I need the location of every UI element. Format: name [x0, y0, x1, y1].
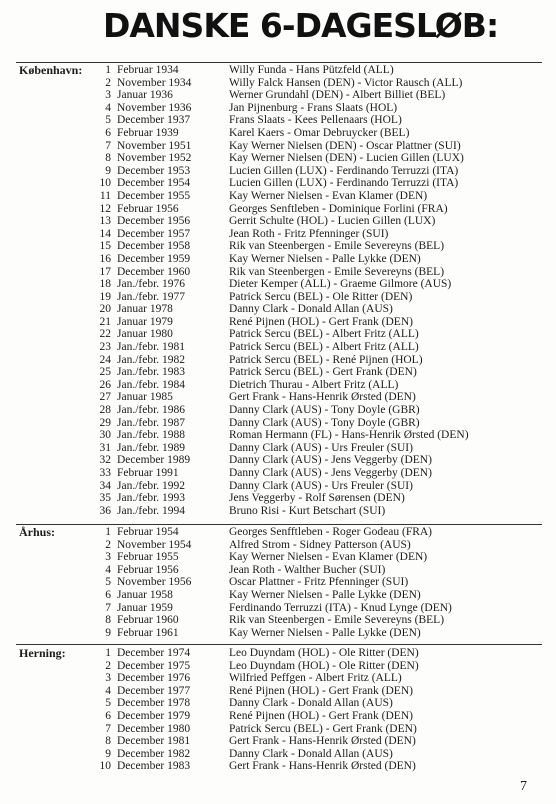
- race-date: Februar 1939: [117, 126, 179, 139]
- section-divider: [16, 644, 542, 645]
- race-number: 5: [105, 697, 111, 710]
- race-number: 8: [105, 614, 111, 627]
- race-pair: Patrick Sercu (BEL) - René Pijnen (HOL): [229, 353, 423, 366]
- race-number: 7: [105, 601, 111, 614]
- race-number: 5: [105, 114, 111, 127]
- race-row: [0, 697, 556, 710]
- race-number: 3: [105, 89, 111, 102]
- race-number: 16: [99, 252, 111, 265]
- race-row: [0, 685, 556, 698]
- race-pair: Danny Clark (AUS) - Jens Veggerby (DEN): [229, 467, 432, 479]
- race-pair: Gert Frank - Hans-Henrik Ørsted (DEN): [229, 391, 416, 404]
- race-pair: Alfred Strom - Sidney Patterson (AUS): [229, 538, 411, 551]
- race-number: 19: [99, 290, 111, 303]
- race-pair: Gert Frank - Hans-Henrik Ørsted (DEN): [229, 760, 416, 773]
- race-date: November 1934: [117, 76, 192, 89]
- race-row: [0, 492, 556, 505]
- race-row: [0, 316, 556, 329]
- race-pair: Kay Werner Nielsen (DEN) - Oscar Plattner (SUI): [229, 139, 461, 152]
- race-number: 26: [99, 378, 111, 391]
- race-date: Februar 1955: [117, 551, 179, 564]
- race-date: December 1937: [117, 114, 191, 127]
- race-date: Jan./febr. 1989: [117, 441, 186, 454]
- race-row: [0, 152, 556, 165]
- race-pair: Willy Falck Hansen (DEN) - Victor Rausch (ALL): [229, 76, 463, 89]
- page-number: 7: [520, 779, 527, 794]
- race-pair: Willy Funda - Hans Pützfeld (ALL): [229, 64, 394, 76]
- section-divider: [16, 524, 542, 525]
- race-date: December 1979: [117, 709, 191, 722]
- race-pair: Danny Clark - Donald Allan (AUS): [229, 303, 393, 316]
- race-date: Jan./febr. 1986: [117, 404, 186, 417]
- race-pair: Patrick Sercu (BEL) - Ole Ritter (DEN): [229, 290, 413, 303]
- race-row: [0, 454, 556, 467]
- race-number: 32: [99, 454, 111, 467]
- race-date: Januar 1985: [117, 391, 173, 404]
- race-row: [0, 647, 556, 660]
- race-row: [0, 505, 556, 518]
- race-number: 2: [105, 538, 111, 551]
- race-date: Jan./febr. 1983: [117, 366, 186, 379]
- race-pair: Danny Clark (AUS) - Tony Doyle (GBR): [229, 404, 420, 417]
- race-number: 3: [105, 672, 111, 685]
- race-date: Februar 1960: [117, 614, 179, 627]
- race-number: 29: [99, 416, 111, 429]
- race-row: [0, 417, 556, 430]
- race-date: Jan./febr. 1987: [117, 416, 186, 429]
- race-date: Jan./febr. 1982: [117, 353, 186, 366]
- race-row: [0, 429, 556, 442]
- race-date: Jan./febr. 1984: [117, 378, 186, 391]
- race-row: [0, 278, 556, 291]
- race-row: [0, 114, 556, 127]
- race-number: 6: [105, 709, 111, 722]
- race-number: 4: [105, 684, 111, 697]
- race-pair: Danny Clark (AUS) - Urs Freuler (SUI): [229, 441, 413, 454]
- race-row: [0, 602, 556, 615]
- race-date: December 1978: [117, 697, 191, 710]
- race-date: December 1981: [117, 735, 191, 748]
- race-number: 23: [99, 341, 111, 354]
- race-number: 4: [105, 563, 111, 576]
- race-date: December 1980: [117, 722, 191, 735]
- race-pair: Georges Senfftleben - Roger Godeau (FRA): [229, 526, 433, 538]
- race-number: 5: [105, 576, 111, 589]
- race-number: 10: [99, 760, 111, 773]
- race-pair: Bruno Risi - Kurt Betschart (SUI): [229, 504, 386, 517]
- race-date: December 1959: [117, 252, 191, 265]
- race-number: 2: [105, 659, 111, 672]
- section-title: Herning:: [19, 646, 66, 660]
- race-row: [0, 102, 556, 115]
- race-date: December 1989: [117, 454, 191, 467]
- race-date: December 1960: [117, 265, 191, 278]
- race-pair: Werner Grundahl (DEN) - Albert Billiet (BEL): [229, 89, 446, 102]
- race-row: [0, 672, 556, 685]
- race-row: [0, 576, 556, 589]
- race-row: [0, 660, 556, 673]
- race-row: [0, 266, 556, 279]
- race-pair: Danny Clark - Donald Allan (AUS): [229, 747, 393, 760]
- race-row: [0, 64, 556, 77]
- race-number: 9: [105, 747, 111, 760]
- race-date: November 1951: [117, 139, 192, 152]
- race-date: Jan./febr. 1976: [117, 278, 186, 291]
- race-row: [0, 177, 556, 190]
- race-number: 9: [105, 164, 111, 177]
- race-row: [0, 89, 556, 102]
- race-number: 14: [99, 227, 111, 240]
- race-number: 15: [99, 240, 111, 253]
- race-row: [0, 328, 556, 341]
- race-date: November 1956: [117, 576, 192, 589]
- race-row: [0, 551, 556, 564]
- race-pair: Rik van Steenbergen - Emile Severeyns (BEL): [229, 240, 445, 253]
- race-date: November 1952: [117, 152, 192, 165]
- race-row: [0, 303, 556, 316]
- race-pair: Rik van Steenbergen - Emile Severeyns (BEL): [229, 614, 445, 627]
- race-pair: Leo Duyndam (HOL) - Ole Ritter (DEN): [229, 647, 419, 659]
- race-row: [0, 614, 556, 627]
- race-pair: Patrick Sercu (BEL) - Gert Frank (DEN): [229, 366, 417, 379]
- race-pair: Kay Werner Nielsen - Palle Lykke (DEN): [229, 626, 421, 639]
- race-pair: Leo Duyndam (HOL) - Ole Ritter (DEN): [229, 659, 419, 672]
- race-number: 1: [105, 64, 111, 76]
- race-number: 30: [99, 429, 111, 442]
- race-date: Jan./febr. 1981: [117, 341, 186, 354]
- race-date: Februar 1961: [117, 626, 179, 639]
- section-title: Århus:: [19, 525, 56, 539]
- race-pair: Jens Veggerby - Rolf Sørensen (DEN): [229, 492, 405, 505]
- race-pair: Danny Clark (AUS) - Jens Veggerby (DEN): [229, 454, 432, 467]
- race-date: Februar 1956: [117, 563, 179, 576]
- race-list: [0, 647, 556, 773]
- race-row: [0, 404, 556, 417]
- race-date: Februar 1956: [117, 202, 179, 215]
- race-number: 20: [99, 303, 111, 316]
- race-number: 33: [99, 467, 111, 479]
- race-pair: Georges Senftleben - Dominique Forlini (FRA): [229, 202, 448, 215]
- race-number: 10: [99, 177, 111, 190]
- race-pair: Jan Pijnenburg - Frans Slaats (HOL): [229, 101, 398, 114]
- race-row: [0, 190, 556, 203]
- race-row: [0, 379, 556, 392]
- race-row: [0, 723, 556, 736]
- race-number: 31: [99, 441, 111, 454]
- race-date: December 1956: [117, 215, 191, 228]
- race-date: Februar 1934: [117, 64, 179, 76]
- race-row: [0, 760, 556, 773]
- race-pair: Patrick Sercu (BEL) - Albert Fritz (ALL): [229, 341, 419, 354]
- race-row: [0, 165, 556, 178]
- race-pair: Ferdinando Terruzzi (ITA) - Knud Lynge (DEN): [229, 601, 452, 614]
- race-number: 2: [105, 76, 111, 89]
- race-pair: Jean Roth - Fritz Pfenninger (SUI): [229, 227, 389, 240]
- race-date: December 1974: [117, 647, 191, 659]
- race-row: [0, 253, 556, 266]
- race-date: Februar 1954: [117, 526, 179, 538]
- race-row: [0, 589, 556, 602]
- race-number: 1: [105, 647, 111, 659]
- race-date: December 1975: [117, 659, 191, 672]
- race-row: [0, 127, 556, 140]
- race-pair: Rik van Steenbergen - Emile Severeyns (BEL): [229, 265, 445, 278]
- race-pair: Kay Werner Nielsen - Palle Lykke (DEN): [229, 252, 421, 265]
- race-pair: Roman Hermann (FL) - Hans-Henrik Ørsted (DEN): [229, 429, 469, 442]
- race-number: 7: [105, 139, 111, 152]
- race-number: 6: [105, 588, 111, 601]
- race-date: December 1955: [117, 189, 191, 202]
- race-row: [0, 77, 556, 90]
- race-date: Jan./febr. 1977: [117, 290, 186, 303]
- race-date: Januar 1979: [117, 315, 173, 328]
- race-date: December 1958: [117, 240, 191, 253]
- race-list: [0, 526, 556, 639]
- race-date: December 1983: [117, 760, 191, 773]
- race-pair: Frans Slaats - Kees Pellenaars (HOL): [229, 114, 402, 127]
- race-date: November 1936: [117, 101, 192, 114]
- race-number: 8: [105, 152, 111, 165]
- race-row: [0, 735, 556, 748]
- race-number: 1: [105, 526, 111, 538]
- race-date: Jan./febr. 1994: [117, 504, 186, 517]
- race-pair: Gert Frank - Hans-Henrik Ørsted (DEN): [229, 735, 416, 748]
- race-pair: Kay Werner Nielsen - Evan Klamer (DEN): [229, 189, 428, 202]
- race-pair: Jean Roth - Walther Bucher (SUI): [229, 563, 386, 576]
- race-pair: Lucien Gillen (LUX) - Ferdinando Terruzzi (ITA): [229, 164, 459, 177]
- race-number: 17: [99, 265, 111, 278]
- race-row: [0, 442, 556, 455]
- race-date: December 1977: [117, 684, 191, 697]
- race-number: 12: [99, 202, 111, 215]
- race-row: [0, 627, 556, 640]
- race-number: 11: [99, 189, 111, 202]
- race-date: Jan./febr. 1992: [117, 479, 186, 492]
- race-pair: Dietrich Thurau - Albert Fritz (ALL): [229, 378, 399, 391]
- race-row: [0, 203, 556, 216]
- race-pair: René Pijnen (HOL) - Gert Frank (DEN): [229, 684, 413, 697]
- race-number: 18: [99, 278, 111, 291]
- race-pair: Dieter Kemper (ALL) - Graeme Gilmore (AUS): [229, 278, 452, 291]
- race-row: [0, 140, 556, 153]
- race-row: [0, 240, 556, 253]
- race-number: 4: [105, 101, 111, 114]
- race-date: Januar 1980: [117, 328, 173, 341]
- race-date: December 1976: [117, 672, 191, 685]
- race-date: Februar 1991: [117, 467, 179, 479]
- race-row: [0, 539, 556, 552]
- race-pair: Karel Kaers - Omar Debruycker (BEL): [229, 126, 410, 139]
- race-row: [0, 341, 556, 354]
- section-divider: [16, 62, 542, 63]
- race-row: [0, 215, 556, 228]
- race-pair: René Pijnen (HOL) - Gert Frank (DEN): [229, 315, 413, 328]
- race-pair: Kay Werner Nielsen - Palle Lykke (DEN): [229, 588, 421, 601]
- race-number: 27: [99, 391, 111, 404]
- race-date: Januar 1978: [117, 303, 173, 316]
- race-number: 9: [105, 626, 111, 639]
- race-pair: Danny Clark (AUS) - Urs Freuler (SUI): [229, 479, 413, 492]
- section-title: København:: [19, 63, 83, 77]
- race-date: Januar 1959: [117, 601, 173, 614]
- race-pair: René Pijnen (HOL) - Gert Frank (DEN): [229, 709, 413, 722]
- race-date: December 1953: [117, 164, 191, 177]
- race-date: November 1954: [117, 538, 192, 551]
- race-pair: Patrick Sercu (BEL) - Gert Frank (DEN): [229, 722, 417, 735]
- race-row: [0, 480, 556, 493]
- race-number: 6: [105, 126, 111, 139]
- race-row: [0, 291, 556, 304]
- race-date: Januar 1958: [117, 588, 173, 601]
- race-row: [0, 391, 556, 404]
- race-row: [0, 228, 556, 241]
- race-number: 13: [99, 215, 111, 228]
- race-number: 36: [99, 504, 111, 517]
- race-pair: Danny Clark (AUS) - Tony Doyle (GBR): [229, 416, 420, 429]
- race-pair: Lucien Gillen (LUX) - Ferdinando Terruzzi (ITA): [229, 177, 459, 190]
- race-date: Jan./febr. 1988: [117, 429, 186, 442]
- race-row: [0, 354, 556, 367]
- race-number: 21: [99, 315, 111, 328]
- race-number: 28: [99, 404, 111, 417]
- race-row: [0, 710, 556, 723]
- race-number: 25: [99, 366, 111, 379]
- race-date: December 1954: [117, 177, 191, 190]
- race-number: 8: [105, 735, 111, 748]
- race-number: 24: [99, 353, 111, 366]
- page-title: DANSKE 6-DAGESLØB:: [103, 6, 499, 45]
- race-number: 7: [105, 722, 111, 735]
- race-row: [0, 366, 556, 379]
- race-row: [0, 564, 556, 577]
- race-pair: Kay Werner Nielsen (DEN) - Lucien Gillen (LUX): [229, 152, 464, 165]
- race-pair: Gerrit Schulte (HOL) - Lucien Gillen (LUX): [229, 215, 436, 228]
- race-pair: Patrick Sercu (BEL) - Albert Fritz (ALL): [229, 328, 419, 341]
- race-pair: Danny Clark - Donald Allan (AUS): [229, 697, 393, 710]
- race-row: [0, 748, 556, 761]
- race-pair: Wilfried Peffgen - Albert Fritz (ALL): [229, 672, 402, 685]
- race-number: 34: [99, 479, 111, 492]
- race-number: 3: [105, 551, 111, 564]
- race-date: December 1957: [117, 227, 191, 240]
- race-pair: Kay Werner Nielsen - Evan Klamer (DEN): [229, 551, 428, 564]
- race-list: [0, 64, 556, 517]
- race-date: December 1982: [117, 747, 191, 760]
- race-row: [0, 467, 556, 480]
- race-date: Januar 1936: [117, 89, 173, 102]
- race-row: [0, 526, 556, 539]
- race-number: 22: [99, 328, 111, 341]
- race-date: Jan./febr. 1993: [117, 492, 186, 505]
- race-number: 35: [99, 492, 111, 505]
- race-pair: Oscar Plattner - Fritz Pfenninger (SUI): [229, 576, 409, 589]
